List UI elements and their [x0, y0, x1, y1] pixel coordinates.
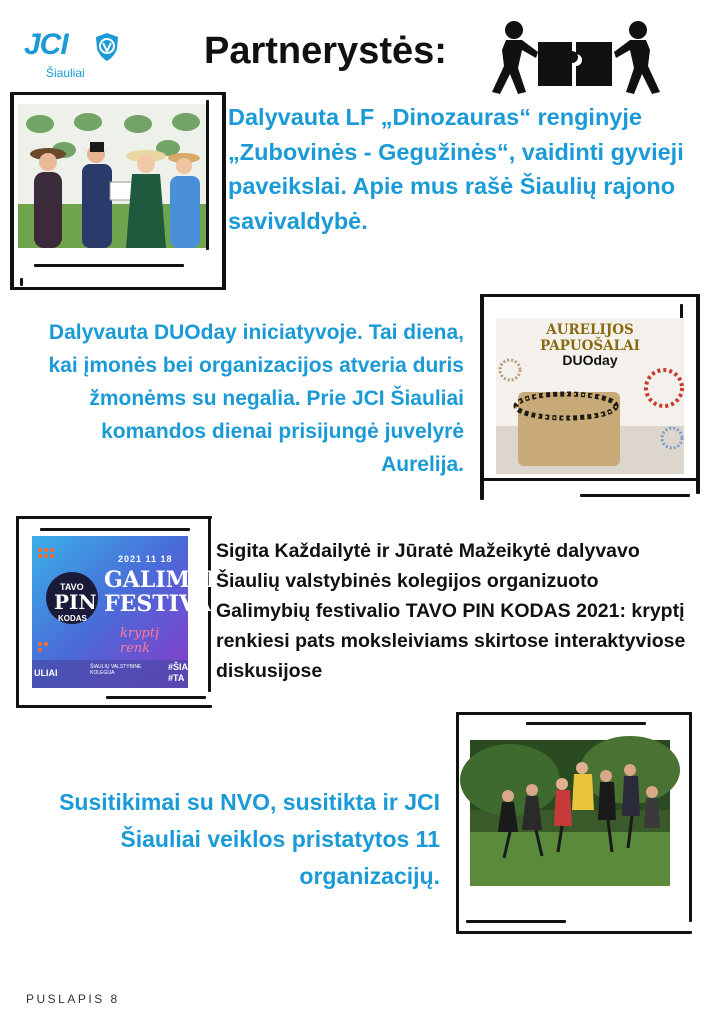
- poster-line2: FESTIVA: [104, 591, 212, 617]
- section-4-text: Susitikimai su NVO, susitikta ir JCI Šiauliai veiklos pristatytos 11 organizacijų.: [59, 789, 440, 889]
- jci-logo: [24, 28, 134, 88]
- poster-hash: #ŠIA #TA: [168, 662, 188, 683]
- jci-badge-icon: [94, 32, 120, 62]
- poster-tavo: TAVO: [60, 582, 84, 592]
- poster-footer-college: ŠIAULIŲ VALSTYBINĖ KOLEGIJA: [90, 664, 142, 676]
- section-2-text: Dalyvauta DUOday iniciatyvoje. Tai diena, kai įmonės bei organizacijos atveria duris žmonėms su negalia. Prie JCI Šiauliai komandos dienai prisijungė juvelyrė Aurelija.: [48, 321, 464, 476]
- poster-line1: GALIMYE: [104, 567, 223, 593]
- page-number: PUSLAPIS 8: [26, 992, 120, 1006]
- logo-text: JCI: [24, 28, 68, 61]
- section-3-text: Sigita Každailytė ir Jūratė Mažeikytė dalyvavo Šiaulių valstybinės kolegijos organizuoto Galimybių festivalio TAVO PIN KODAS 2021: kryptį renkiesi pats moksleiviams skirtose interaktyviose diskusijose: [216, 540, 686, 682]
- logo-city: Šiauliai: [46, 66, 85, 80]
- section-1-text: Dalyvauta LF „Dinozauras“ renginyje „Zubovinės - Gegužinės“, vaidinti gyvieji paveikslai. Apie mus rašė Šiaulių rajono savivaldybė.: [228, 104, 684, 234]
- poster-pin: PIN: [54, 590, 97, 614]
- poster-footer-left: ULIAI: [34, 668, 58, 678]
- festival-poster: [32, 536, 223, 688]
- jumping-group-photo: [470, 740, 670, 886]
- puzzle-teamwork-icon: [480, 18, 672, 96]
- poster-date: 2021 11 18: [118, 554, 173, 564]
- photo-heading: AURELIJOS PAPUOŠALAI: [540, 322, 640, 354]
- photo-subheading: DUOday: [562, 352, 618, 368]
- group-photo-with-hats: [18, 104, 206, 248]
- poster-script: kryptį renk: [120, 626, 160, 656]
- jewelry-bracelets-photo: [496, 318, 684, 474]
- poster-kodas: KODAS: [58, 614, 87, 623]
- page-title: Partnerystės:: [204, 30, 447, 72]
